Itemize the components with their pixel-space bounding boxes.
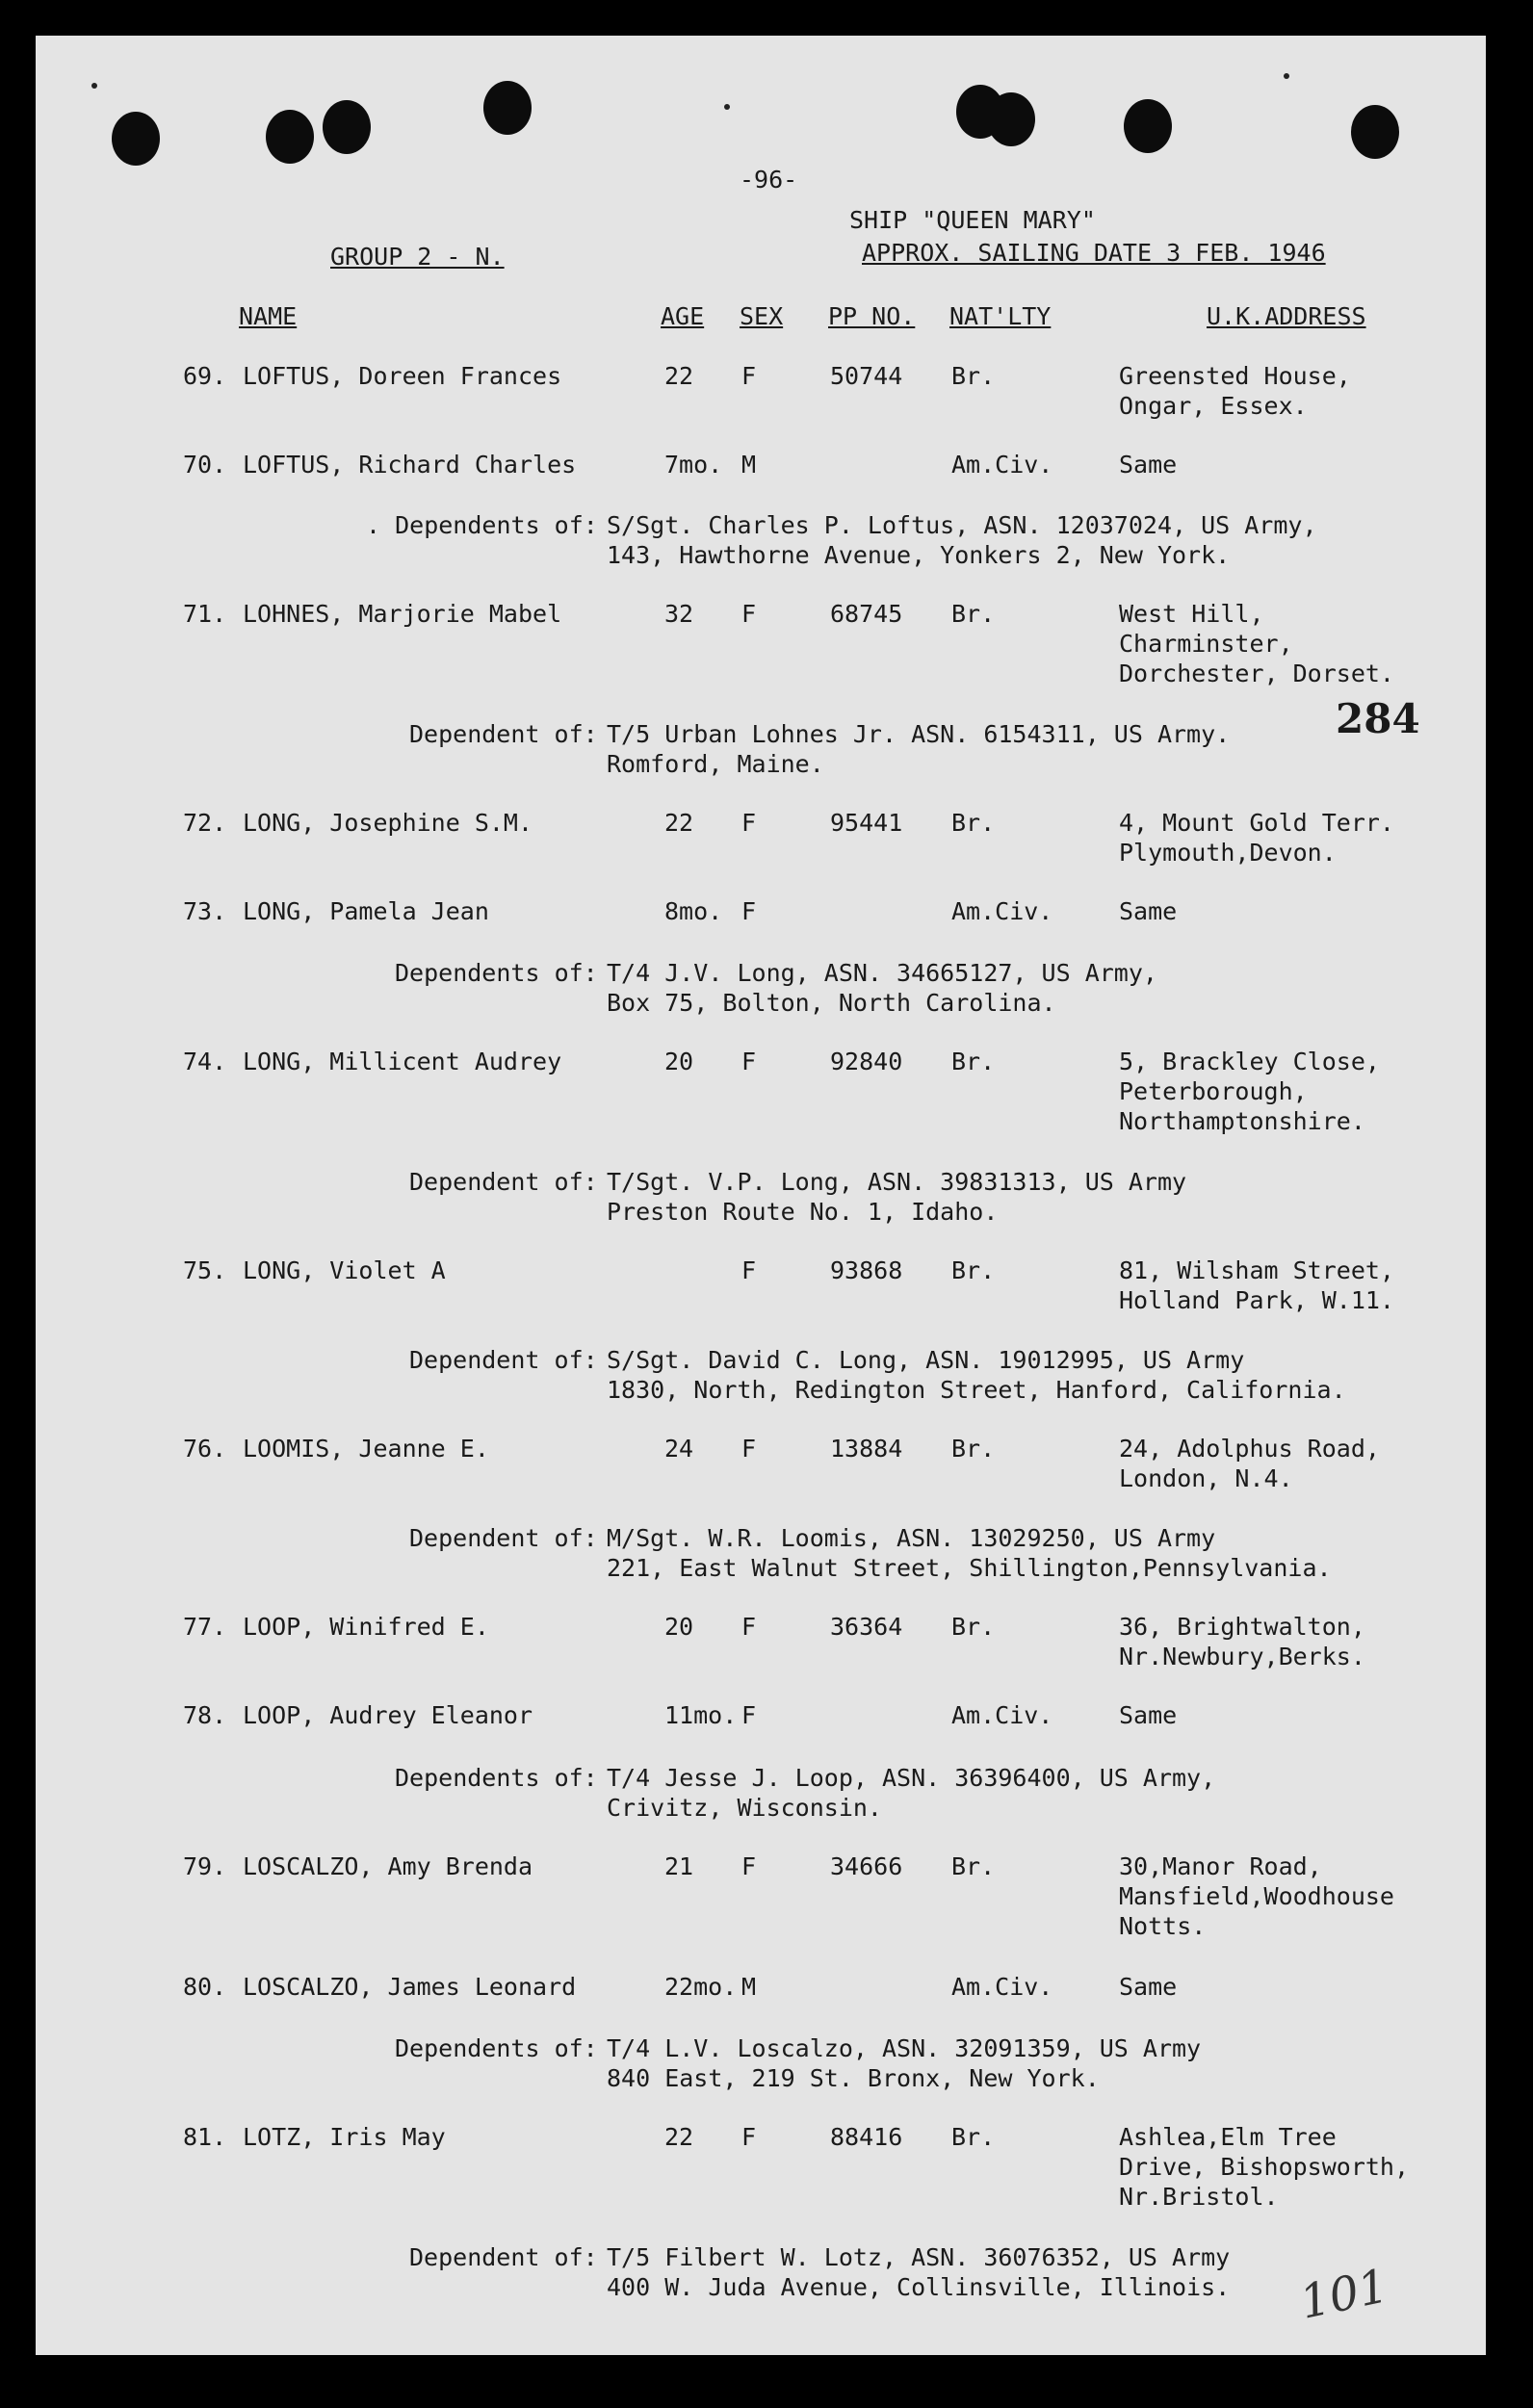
dependent-detail: T/Sgt. V.P. Long, ASN. 39831313, US Army [607,1168,1187,1196]
passenger-sex: M [741,451,757,479]
uk-address-line: Northamptonshire. [1119,1107,1365,1135]
nationality: Br. [951,362,996,390]
group-label: GROUP 2 - N. [330,243,505,271]
punch-hole [323,100,371,154]
passenger-age: 11mo. [664,1701,738,1729]
passenger-name: LONG, Pamela Jean [243,897,489,925]
page-number: -96- [740,166,798,194]
uk-address-line: Plymouth,Devon. [1119,839,1337,867]
passenger-age: 22mo. [664,1973,738,2001]
entry-number: 81. [183,2123,227,2151]
dependent-detail: S/Sgt. David C. Long, ASN. 19012995, US Army [607,1346,1245,1374]
dependent-detail: 840 East, 219 St. Bronx, New York. [607,2064,1100,2092]
punch-hole [112,112,160,166]
passenger-name: LOOMIS, Jeanne E. [243,1435,489,1463]
uk-address-line: Holland Park, W.11. [1119,1286,1394,1314]
passenger-sex: F [741,1435,757,1463]
passenger-sex: F [741,1048,757,1075]
passenger-sex: F [741,1701,757,1729]
uk-address-line: 5, Brackley Close, [1119,1048,1380,1075]
passenger-age: 22 [664,362,694,390]
dependent-detail: Box 75, Bolton, North Carolina. [607,989,1056,1017]
punch-hole [483,81,532,135]
passport-number: 95441 [830,809,903,837]
passport-number: 50744 [830,362,903,390]
punch-hole [266,110,314,164]
header-pp-no: PP NO. [828,302,916,330]
dependent-label: Dependent of: [409,720,598,748]
passenger-sex: F [741,600,757,628]
passenger-name: LOTZ, Iris May [243,2123,446,2151]
dependent-detail: 221, East Walnut Street, Shillington,Pennsylvania. [607,1554,1332,1582]
speck [91,83,97,89]
uk-address-line: 24, Adolphus Road, [1119,1435,1380,1463]
passenger-name: LONG, Josephine S.M. [243,809,533,837]
passenger-age: 22 [664,809,694,837]
passenger-sex: F [741,2123,757,2151]
passenger-name: LOSCALZO, James Leonard [243,1973,577,2001]
nationality: Am.Civ. [951,1701,1053,1729]
dependent-label: . Dependents of: [366,511,598,539]
passenger-name: LOOP, Audrey Eleanor [243,1701,533,1729]
nationality: Br. [951,1048,996,1075]
uk-address-line: Same [1119,1973,1178,2001]
passenger-age: 22 [664,2123,694,2151]
dependent-detail: M/Sgt. W.R. Loomis, ASN. 13029250, US Army [607,1524,1216,1552]
passenger-sex: F [741,809,757,837]
passenger-name: LONG, Violet A [243,1256,446,1284]
header-name: NAME [239,302,298,330]
passenger-age: 20 [664,1048,694,1075]
nationality: Am.Civ. [951,451,1053,479]
passenger-sex: M [741,1973,757,2001]
uk-address-line: London, N.4. [1119,1464,1293,1492]
dependent-detail: Romford, Maine. [607,750,824,778]
uk-address-line: 30,Manor Road, [1119,1852,1322,1880]
punch-hole [1351,105,1399,159]
entry-number: 71. [183,600,227,628]
nationality: Br. [951,809,996,837]
passenger-age: 32 [664,600,694,628]
uk-address-line: Ongar, Essex. [1119,392,1308,420]
passenger-name: LOOP, Winifred E. [243,1613,489,1641]
entry-number: 78. [183,1701,227,1729]
dependent-detail: T/4 L.V. Loscalzo, ASN. 32091359, US Army [607,2034,1202,2062]
passenger-name: LOSCALZO, Amy Brenda [243,1852,533,1880]
passport-number: 93868 [830,1256,903,1284]
dependent-detail: T/5 Filbert W. Lotz, ASN. 36076352, US Army [607,2243,1231,2271]
dependent-label: Dependent of: [409,1346,598,1374]
entry-number: 72. [183,809,227,837]
dependent-detail: Preston Route No. 1, Idaho. [607,1198,999,1226]
nationality: Am.Civ. [951,897,1053,925]
passenger-sex: F [741,1256,757,1284]
entry-number: 76. [183,1435,227,1463]
uk-address-line: 36, Brightwalton, [1119,1613,1365,1641]
handwritten-note: 101 [1295,2259,1393,2330]
nationality: Br. [951,1852,996,1880]
uk-address-line: 81, Wilsham Street, [1119,1256,1394,1284]
nationality: Br. [951,2123,996,2151]
punch-hole [1124,99,1172,153]
passenger-age: 20 [664,1613,694,1641]
entry-number: 73. [183,897,227,925]
dependent-detail: T/4 Jesse J. Loop, ASN. 36396400, US Army, [607,1764,1216,1792]
uk-address-line: Same [1119,451,1178,479]
uk-address-line: Peterborough, [1119,1077,1308,1105]
passenger-sex: F [741,897,757,925]
passenger-sex: F [741,1613,757,1641]
passenger-age: 24 [664,1435,694,1463]
header-uk-address: U.K.ADDRESS [1207,302,1366,330]
dependent-label: Dependents of: [395,2034,598,2062]
nationality: Am.Civ. [951,1973,1053,2001]
nationality: Br. [951,1256,996,1284]
dependent-label: Dependent of: [409,2243,598,2271]
passenger-name: LOHNES, Marjorie Mabel [243,600,562,628]
uk-address-line: Drive, Bishopsworth, [1119,2153,1410,2181]
header-sex: SEX [740,302,784,330]
passenger-age: 21 [664,1852,694,1880]
uk-address-line: Nr.Newbury,Berks. [1119,1643,1365,1670]
uk-address-line: Mansfield,Woodhouse [1119,1882,1394,1910]
uk-address-line: Greensted House, [1119,362,1351,390]
passport-number: 92840 [830,1048,903,1075]
entry-number: 70. [183,451,227,479]
uk-address-line: 4, Mount Gold Terr. [1119,809,1394,837]
nationality: Br. [951,600,996,628]
dependent-detail: Crivitz, Wisconsin. [607,1794,882,1822]
passport-number: 68745 [830,600,903,628]
punch-hole [987,92,1035,146]
passenger-name: LONG, Millicent Audrey [243,1048,562,1075]
dependent-label: Dependent of: [409,1524,598,1552]
dependent-detail: 400 W. Juda Avenue, Collinsville, Illinois. [607,2273,1231,2301]
header-nationality: NAT'LTY [949,302,1052,330]
dependent-label: Dependent of: [409,1168,598,1196]
stamp-number: 284 [1336,695,1420,742]
dependent-detail: T/5 Urban Lohnes Jr. ASN. 6154311, US Army. [607,720,1231,748]
entry-number: 69. [183,362,227,390]
uk-address-line: Notts. [1119,1912,1207,1940]
passenger-sex: F [741,362,757,390]
passenger-name: LOFTUS, Doreen Frances [243,362,562,390]
uk-address-line: Ashlea,Elm Tree [1119,2123,1337,2151]
uk-address-line: Same [1119,897,1178,925]
passport-number: 34666 [830,1852,903,1880]
sailing-date: APPROX. SAILING DATE 3 FEB. 1946 [862,239,1326,267]
header-age: AGE [661,302,705,330]
entry-number: 80. [183,1973,227,2001]
entry-number: 74. [183,1048,227,1075]
passport-number: 88416 [830,2123,903,2151]
passenger-sex: F [741,1852,757,1880]
passenger-age: 8mo. [664,897,723,925]
nationality: Br. [951,1435,996,1463]
speck [1284,73,1289,79]
uk-address-line: West Hill, [1119,600,1264,628]
uk-address-line: Charminster, [1119,630,1293,658]
ship-name: SHIP "QUEEN MARY" [849,206,1096,234]
dependent-label: Dependents of: [395,959,598,987]
passport-number: 36364 [830,1613,903,1641]
entry-number: 79. [183,1852,227,1880]
uk-address-line: Nr.Bristol. [1119,2183,1279,2211]
entry-number: 75. [183,1256,227,1284]
uk-address-line: Same [1119,1701,1178,1729]
dependent-detail: T/4 J.V. Long, ASN. 34665127, US Army, [607,959,1157,987]
passenger-name: LOFTUS, Richard Charles [243,451,577,479]
uk-address-line: Dorchester, Dorset. [1119,660,1394,687]
dependent-detail: S/Sgt. Charles P. Loftus, ASN. 12037024, US Army, [607,511,1317,539]
passenger-age: 7mo. [664,451,723,479]
dependent-detail: 143, Hawthorne Avenue, Yonkers 2, New York. [607,541,1231,569]
nationality: Br. [951,1613,996,1641]
passport-number: 13884 [830,1435,903,1463]
entry-number: 77. [183,1613,227,1641]
dependent-label: Dependents of: [395,1764,598,1792]
speck [724,104,730,110]
dependent-detail: 1830, North, Redington Street, Hanford, California. [607,1376,1346,1404]
